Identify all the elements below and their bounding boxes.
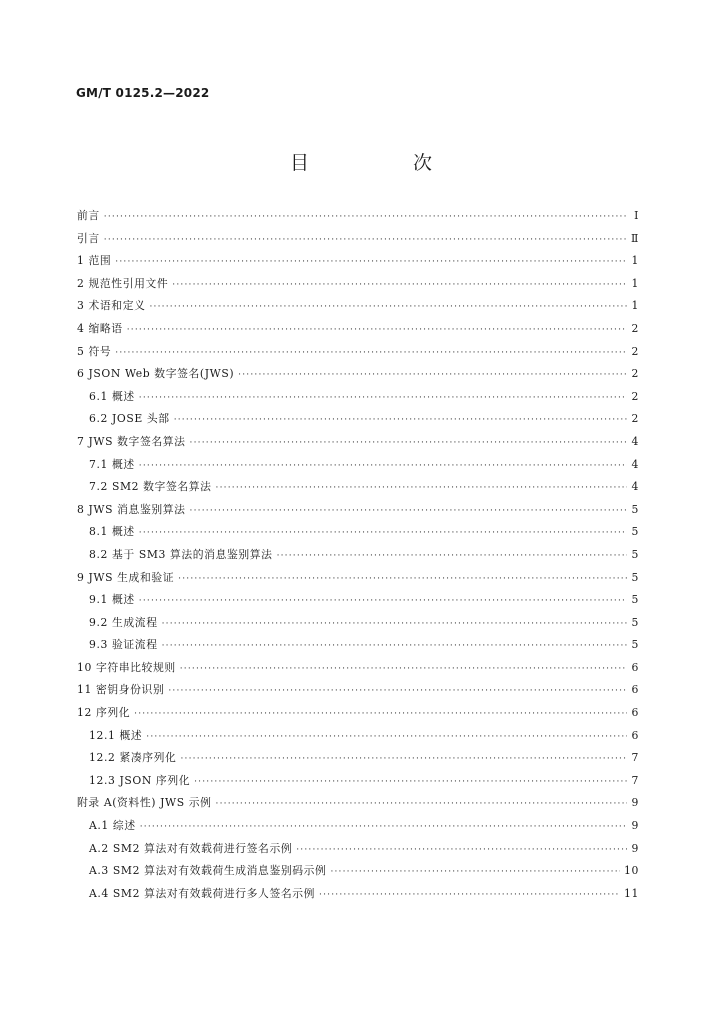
toc-entry[interactable] [77,679,639,702]
toc-entry-page-number: 9 [631,819,639,833]
toc-entry-page-number: 2 [631,344,639,358]
toc-dot-leader [115,251,627,274]
toc-entry[interactable] [77,476,639,499]
toc-entry-label: 8 JWS 消息鉴别算法 [77,502,186,516]
toc-entry-label: A.3 SM2 算法对有效载荷生成消息鉴别码示例 [89,864,327,878]
toc-entry-page-number: 5 [631,615,639,629]
toc-dot-leader [104,206,627,229]
toc-entry-label: A.1 综述 [89,819,136,833]
toc-entry-label: 12.2 紧凑序列化 [89,751,177,765]
toc-entry-label: 引言 [77,231,100,245]
toc-entry-page-number: 5 [631,525,639,539]
toc-dot-leader [162,613,627,636]
toc-entry[interactable] [77,702,639,725]
toc-dot-leader [168,680,627,703]
toc-entry-page-number: 5 [631,638,639,652]
toc-entry-page-number: 4 [631,457,639,471]
toc-entry-label: A.4 SM2 算法对有效载荷进行多人签名示例 [89,886,316,900]
toc-entry-label: 11 密钥身份识别 [77,683,165,697]
toc-entry-label: 7.2 SM2 数字签名算法 [89,480,212,494]
toc-entry-page-number: 6 [631,683,639,697]
toc-entry-page-number: Ⅱ [631,231,639,245]
toc-entry[interactable] [77,770,639,793]
toc-entry-page-number: 5 [631,593,639,607]
toc-entry-page-number: 2 [631,321,639,335]
toc-entry[interactable] [77,295,639,318]
toc-entry-label: 9.2 生成流程 [89,615,158,629]
toc-entry[interactable] [77,860,639,883]
toc-entry[interactable] [77,521,639,544]
toc-entry-label: A.2 SM2 算法对有效载荷进行签名示例 [89,841,293,855]
toc-dot-leader [139,590,627,613]
toc-entry[interactable] [77,318,639,341]
toc-entry-page-number: 6 [631,728,639,742]
toc-entry[interactable] [77,431,639,454]
toc-entry[interactable] [77,792,639,815]
toc-entry[interactable] [77,499,639,522]
toc-entry-label: 4 缩略语 [77,321,123,335]
toc-entry-label: 6 JSON Web 数字签名(JWS) [77,367,235,381]
toc-dot-leader [139,455,627,478]
toc-entry-label: 12.3 JSON 序列化 [89,773,191,787]
toc-dot-leader [139,522,627,545]
toc-entry-page-number: 5 [631,547,639,561]
toc-entry-label: 5 符号 [77,344,112,358]
toc-entry-page-number: 9 [631,796,639,810]
toc-entry-label: 9.1 概述 [89,593,135,607]
toc-entry[interactable] [77,544,639,567]
toc-entry[interactable] [77,838,639,861]
toc-entry-page-number: 7 [631,773,639,787]
toc-entry-label: 3 术语和定义 [77,299,146,313]
toc-entry[interactable] [77,454,639,477]
toc-dot-leader [174,409,627,432]
toc-entry-label: 附录 A(资料性) JWS 示例 [77,796,212,810]
toc-dot-leader [216,793,627,816]
toc-dot-leader [127,319,627,342]
toc-entry[interactable] [77,747,639,770]
toc-dot-leader [146,726,627,749]
toc-dot-leader [277,545,627,568]
page-title: 目 次 [289,152,467,174]
toc-entry-label: 9 JWS 生成和验证 [77,570,175,584]
toc-entry-label: 9.3 验证流程 [89,638,158,652]
toc-dot-leader [238,364,627,387]
toc-entry-page-number: 2 [631,412,639,426]
toc-entry-page-number: 4 [631,434,639,448]
toc-entry[interactable] [77,363,639,386]
toc-entry[interactable] [77,567,639,590]
toc-entry-label: 7 JWS 数字签名算法 [77,434,186,448]
toc-entry[interactable] [77,725,639,748]
toc-dot-leader [296,839,627,862]
toc-entry[interactable] [77,228,639,251]
toc-entry-label: 8.1 概述 [89,525,135,539]
toc-entry[interactable] [77,341,639,364]
toc-dot-leader [139,387,627,410]
toc-dot-leader [180,658,627,681]
toc-entry[interactable] [77,634,639,657]
toc-dot-leader [140,816,627,839]
toc-dot-leader [190,432,627,455]
standard-code: GM/T 0125.2—2022 [76,86,210,100]
toc-dot-leader [115,342,627,365]
toc-entry-page-number: 4 [631,480,639,494]
toc-entry-page-number: 1 [631,276,639,290]
toc-entry-page-number: 1 [631,299,639,313]
toc-dot-leader [194,771,627,794]
toc-entry-page-number: 5 [631,570,639,584]
toc-dot-leader [162,635,627,658]
toc-entry-label: 12 序列化 [77,706,131,720]
toc-entry-label: 1 范围 [77,254,112,268]
toc-entry-label: 前言 [77,209,100,222]
table-of-contents [77,205,639,905]
toc-dot-leader [180,748,627,771]
toc-entry-page-number: 1 [631,254,639,268]
toc-entry[interactable] [77,205,639,228]
toc-entry[interactable] [77,589,639,612]
toc-entry[interactable] [77,408,639,431]
toc-entry[interactable] [77,815,639,838]
toc-entry-page-number: 5 [631,502,639,516]
toc-dot-leader [190,500,627,523]
toc-dot-leader [150,296,628,319]
toc-entry-label: 7.1 概述 [89,457,135,471]
toc-entry-label: 6.1 概述 [89,389,135,403]
toc-dot-leader [330,861,620,884]
toc-entry-label: 6.2 JOSE 头部 [89,412,170,426]
toc-dot-leader [104,229,627,252]
toc-entry-page-number: 2 [631,367,639,381]
toc-entry-page-number: Ⅰ [634,209,639,222]
toc-entry[interactable] [77,657,639,680]
toc-entry-page-number: 6 [631,660,639,674]
toc-entry[interactable] [77,386,639,409]
toc-dot-leader [216,477,627,500]
toc-entry-page-number: 6 [631,706,639,720]
toc-entry-label: 8.2 基于 SM3 算法的消息鉴别算法 [89,547,273,561]
toc-entry-label: 12.1 概述 [89,728,143,742]
toc-entry-page-number: 10 [624,864,639,878]
toc-entry-page-number: 7 [631,751,639,765]
toc-entry-label: 10 字符串比较规则 [77,660,176,674]
toc-entry-page-number: 11 [624,886,639,900]
toc-dot-leader [134,703,627,726]
toc-entry[interactable] [77,883,639,906]
toc-entry-label: 2 规范性引用文件 [77,276,169,290]
toc-entry[interactable] [77,250,639,273]
toc-entry-page-number: 9 [631,841,639,855]
toc-dot-leader [319,884,620,907]
toc-entry-page-number: 2 [631,389,639,403]
toc-dot-leader [172,274,627,297]
toc-entry[interactable] [77,612,639,635]
toc-dot-leader [178,568,627,591]
toc-entry[interactable] [77,273,639,296]
